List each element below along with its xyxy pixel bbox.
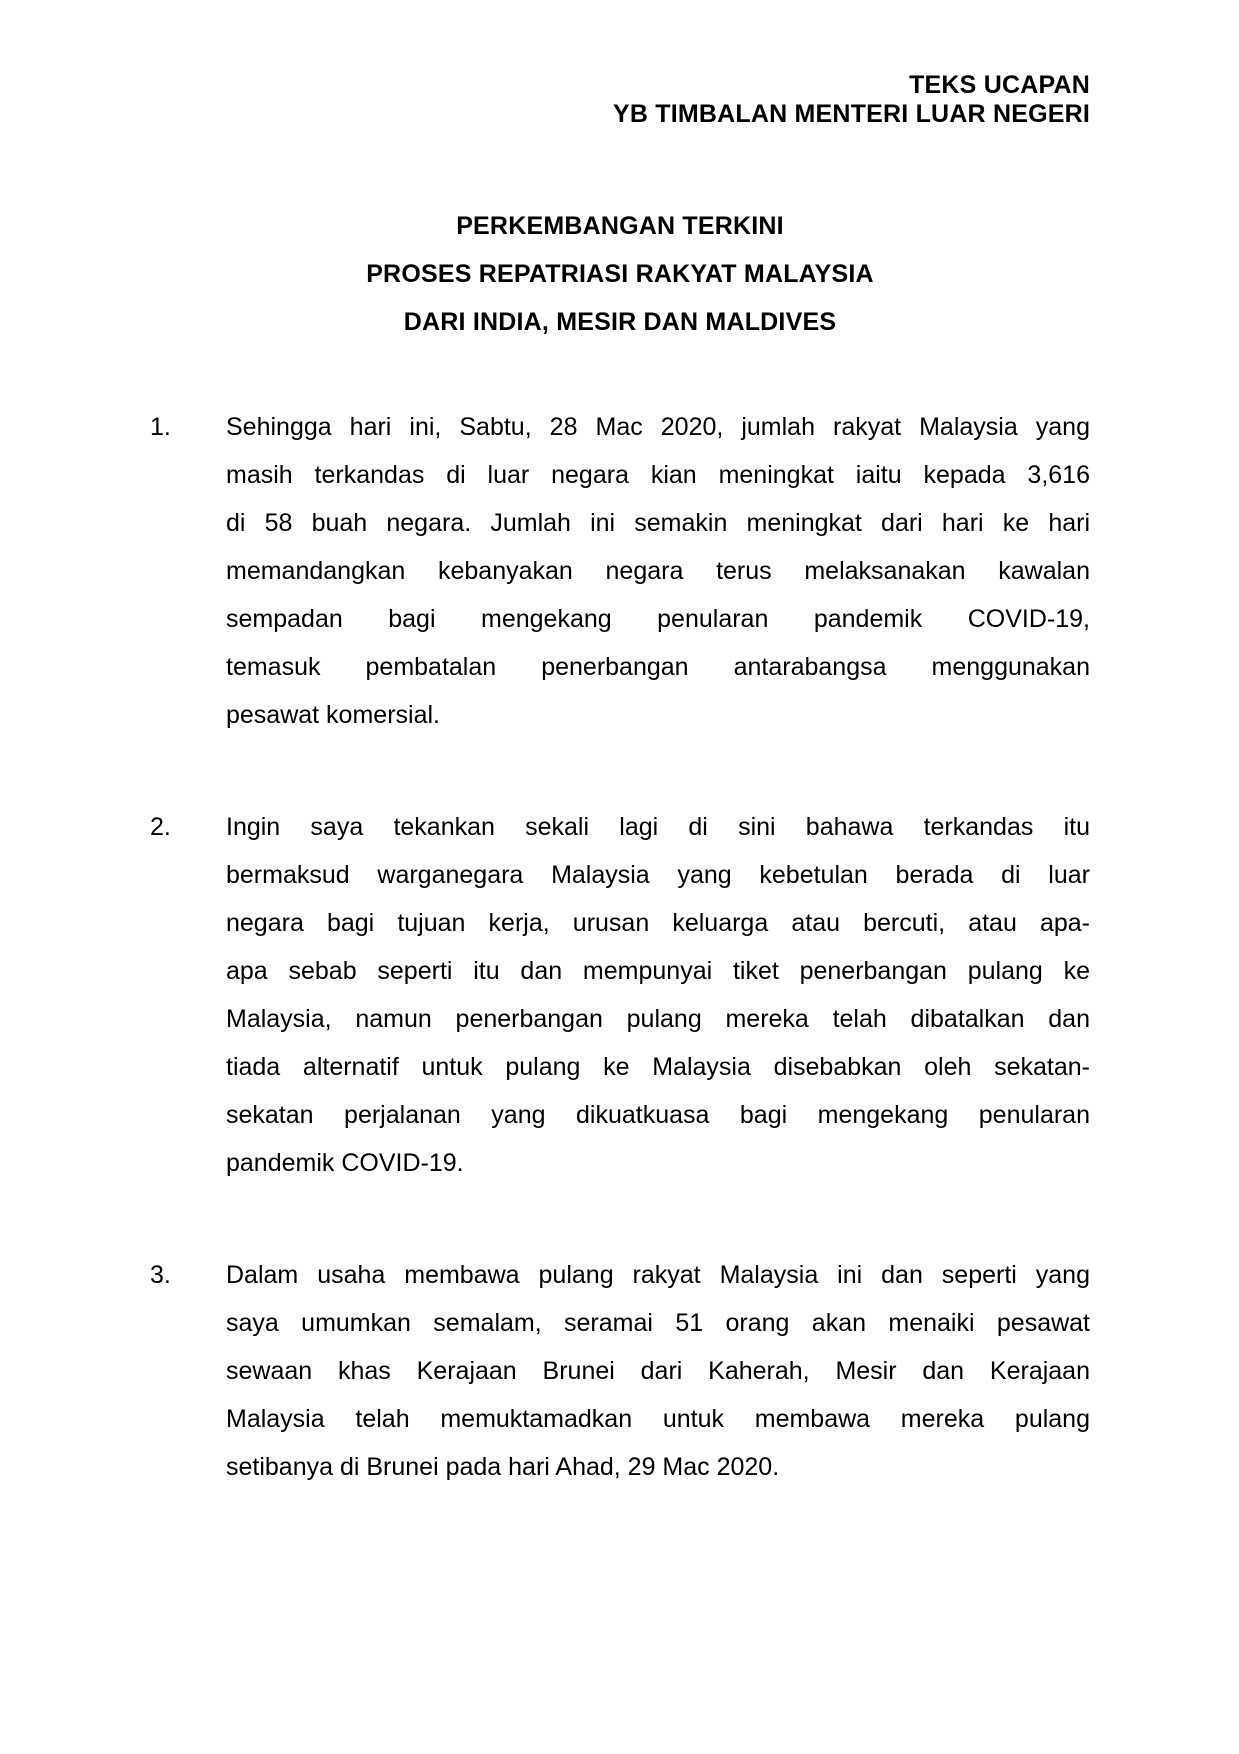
paragraph-line: sewaan khas Kerajaan Brunei dari Kaherah, Mesir dan Kerajaan (226, 1357, 1090, 1385)
document-title (150, 202, 1090, 346)
paragraph-number: 2. (150, 813, 171, 841)
paragraph-line: apa sebab seperti itu dan mempunyai tiket penerbangan pulang ke (226, 957, 1090, 985)
header-line-2: YB TIMBALAN MENTERI LUAR NEGERI (612, 100, 1090, 128)
paragraph-line: temasuk pembatalan penerbangan antarabangsa menggunakan (226, 653, 1090, 681)
paragraph-line: masih terkandas di luar negara kian meningkat iaitu kepada 3,616 (226, 461, 1090, 489)
paragraph-line: Dalam usaha membawa pulang rakyat Malaysia ini dan seperti yang (226, 1261, 1090, 1289)
paragraph-text (226, 403, 1090, 739)
numbered-paragraph-3 (150, 1251, 1090, 1491)
paragraph-line: Malaysia, namun penerbangan pulang mereka telah dibatalkan dan (226, 1005, 1090, 1033)
paragraph-line: setibanya di Brunei pada hari Ahad, 29 Mac 2020. (226, 1453, 780, 1481)
title-line-1: PERKEMBANGAN TERKINI (456, 212, 784, 240)
paragraph-number: 3. (150, 1261, 171, 1289)
paragraph-line: sekatan perjalanan yang dikuatkuasa bagi mengekang penularan (226, 1101, 1090, 1129)
title-line-2: PROSES REPATRIASI RAKYAT MALAYSIA (366, 260, 874, 288)
paragraph-line: Ingin saya tekankan sekali lagi di sini bahawa terkandas itu (226, 813, 1090, 841)
document-body (150, 403, 1090, 1491)
paragraph-line: tiada alternatif untuk pulang ke Malaysia disebabkan oleh sekatan- (226, 1053, 1090, 1081)
numbered-paragraph-1 (150, 403, 1090, 739)
paragraph-line: pesawat komersial. (226, 701, 440, 729)
paragraph-text (226, 803, 1090, 1187)
title-line-3: DARI INDIA, MESIR DAN MALDIVES (403, 308, 837, 336)
paragraph-text (226, 1251, 1090, 1491)
document-header (150, 71, 1090, 129)
paragraph-line: Sehingga hari ini, Sabtu, 28 Mac 2020, jumlah rakyat Malaysia yang (226, 413, 1090, 441)
paragraph-line: negara bagi tujuan kerja, urusan keluarga atau bercuti, atau apa- (226, 909, 1090, 937)
numbered-paragraph-2 (150, 803, 1090, 1187)
paragraph-line: bermaksud warganegara Malaysia yang kebetulan berada di luar (226, 861, 1090, 889)
paragraph-line: di 58 buah negara. Jumlah ini semakin meningkat dari hari ke hari (226, 509, 1090, 537)
paragraph-line: pandemik COVID-19. (226, 1149, 464, 1177)
paragraph-line: Malaysia telah memuktamadkan untuk membawa mereka pulang (226, 1405, 1090, 1433)
header-line-1: TEKS UCAPAN (909, 71, 1090, 99)
paragraph-line: memandangkan kebanyakan negara terus melaksanakan kawalan (226, 557, 1090, 585)
paragraph-line: saya umumkan semalam, seramai 51 orang akan menaiki pesawat (226, 1309, 1090, 1337)
paragraph-line: sempadan bagi mengekang penularan pandemik COVID-19, (226, 605, 1090, 633)
paragraph-number: 1. (150, 413, 171, 441)
